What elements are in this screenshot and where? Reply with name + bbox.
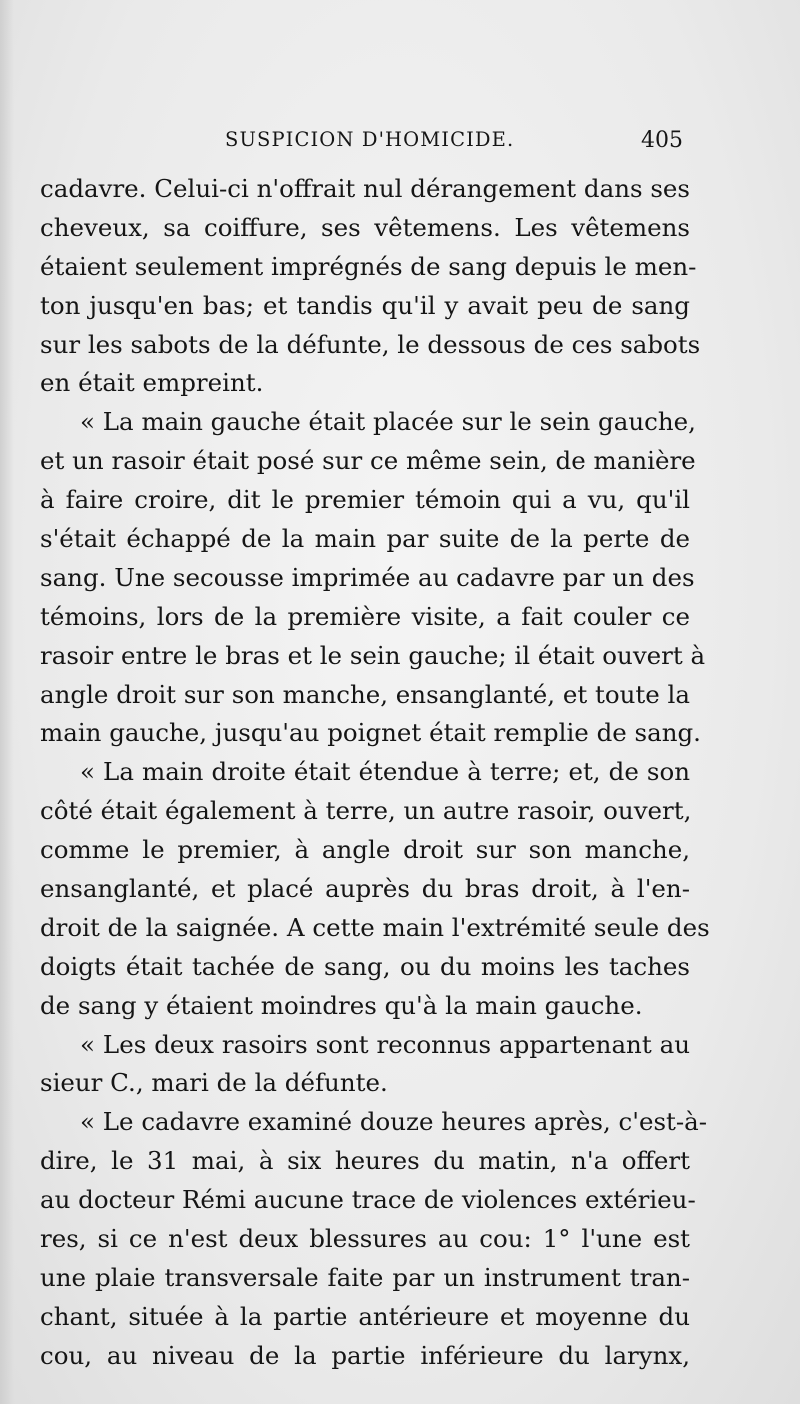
page-number: 405 [641, 128, 683, 153]
text-line: cou, au niveau de la partie inférieure du larynx, [40, 1340, 690, 1370]
text-line: témoins, lors de la première visite, a fait couler ce [40, 601, 690, 631]
text-line: en était empreint. [40, 368, 264, 398]
text-line: de sang y étaient moindres qu'à la main gauche. [40, 990, 643, 1020]
text-line: doigts était tachée de sang, ou du moins les taches [40, 951, 690, 981]
paragraph-start-line: « La main gauche était placée sur le sein gauche, [80, 407, 696, 437]
running-title: SUSPICION D'HOMICIDE. [225, 128, 515, 151]
page-shadow-edge [0, 0, 14, 1404]
text-line: comme le premier, à angle droit sur son manche, [40, 835, 690, 865]
text-line: angle droit sur son manche, ensanglanté, et toute la [40, 679, 690, 709]
text-line: et un rasoir était posé sur ce même sein, de manière [40, 446, 696, 476]
paragraph-start-line: « La main droite était étendue à terre; et, de son [80, 757, 690, 787]
text-line: s'était échappé de la main par suite de la perte de [40, 524, 690, 554]
text-line: côté était également à terre, un autre rasoir, ouvert, [40, 796, 692, 826]
text-line: à faire croire, dit le premier témoin qui a vu, qu'il [40, 485, 690, 515]
text-line: sang. Une secousse imprimée au cadavre par un des [40, 562, 695, 592]
paragraph-start-line: « Le cadavre examiné douze heures après, c'est-à- [80, 1107, 708, 1137]
paragraph-start-line: « Les deux rasoirs sont reconnus appartenant au [80, 1029, 690, 1059]
text-line: au docteur Rémi aucune trace de violences extérieu- [40, 1185, 696, 1215]
text-line: cadavre. Celui-ci n'offrait nul dérangement dans ses [40, 174, 690, 203]
running-head [0, 128, 800, 164]
text-line: ton jusqu'en bas; et tandis qu'il y avait peu de sang [40, 290, 690, 320]
text-line: une plaie transversale faite par un instrument tran- [40, 1262, 690, 1292]
text-line: dire, le 31 mai, à six heures du matin, n'a offert [40, 1146, 690, 1176]
text-line: res, si ce n'est deux blessures au cou: 1° l'une est [40, 1224, 690, 1254]
text-line: sur les sabots de la défunte, le dessous de ces sabots [40, 329, 701, 359]
text-line: cheveux, sa coiffure, ses vêtemens. Les vêtemens [40, 212, 690, 242]
text-line: main gauche, jusqu'au poignet était remplie de sang. [40, 718, 701, 748]
text-line: rasoir entre le bras et le sein gauche; il était ouvert à [40, 640, 706, 670]
text-line: droit de la saignée. A cette main l'extrémité seule des [40, 912, 710, 942]
text-line: chant, située à la partie antérieure et moyenne du [40, 1301, 690, 1331]
body-text [40, 170, 710, 1376]
text-line: étaient seulement imprégnés de sang depuis le men- [40, 251, 697, 281]
text-line: ensanglanté, et placé auprès du bras droit, à l'en- [40, 874, 690, 904]
text-line: sieur C., mari de la défunte. [40, 1068, 388, 1098]
